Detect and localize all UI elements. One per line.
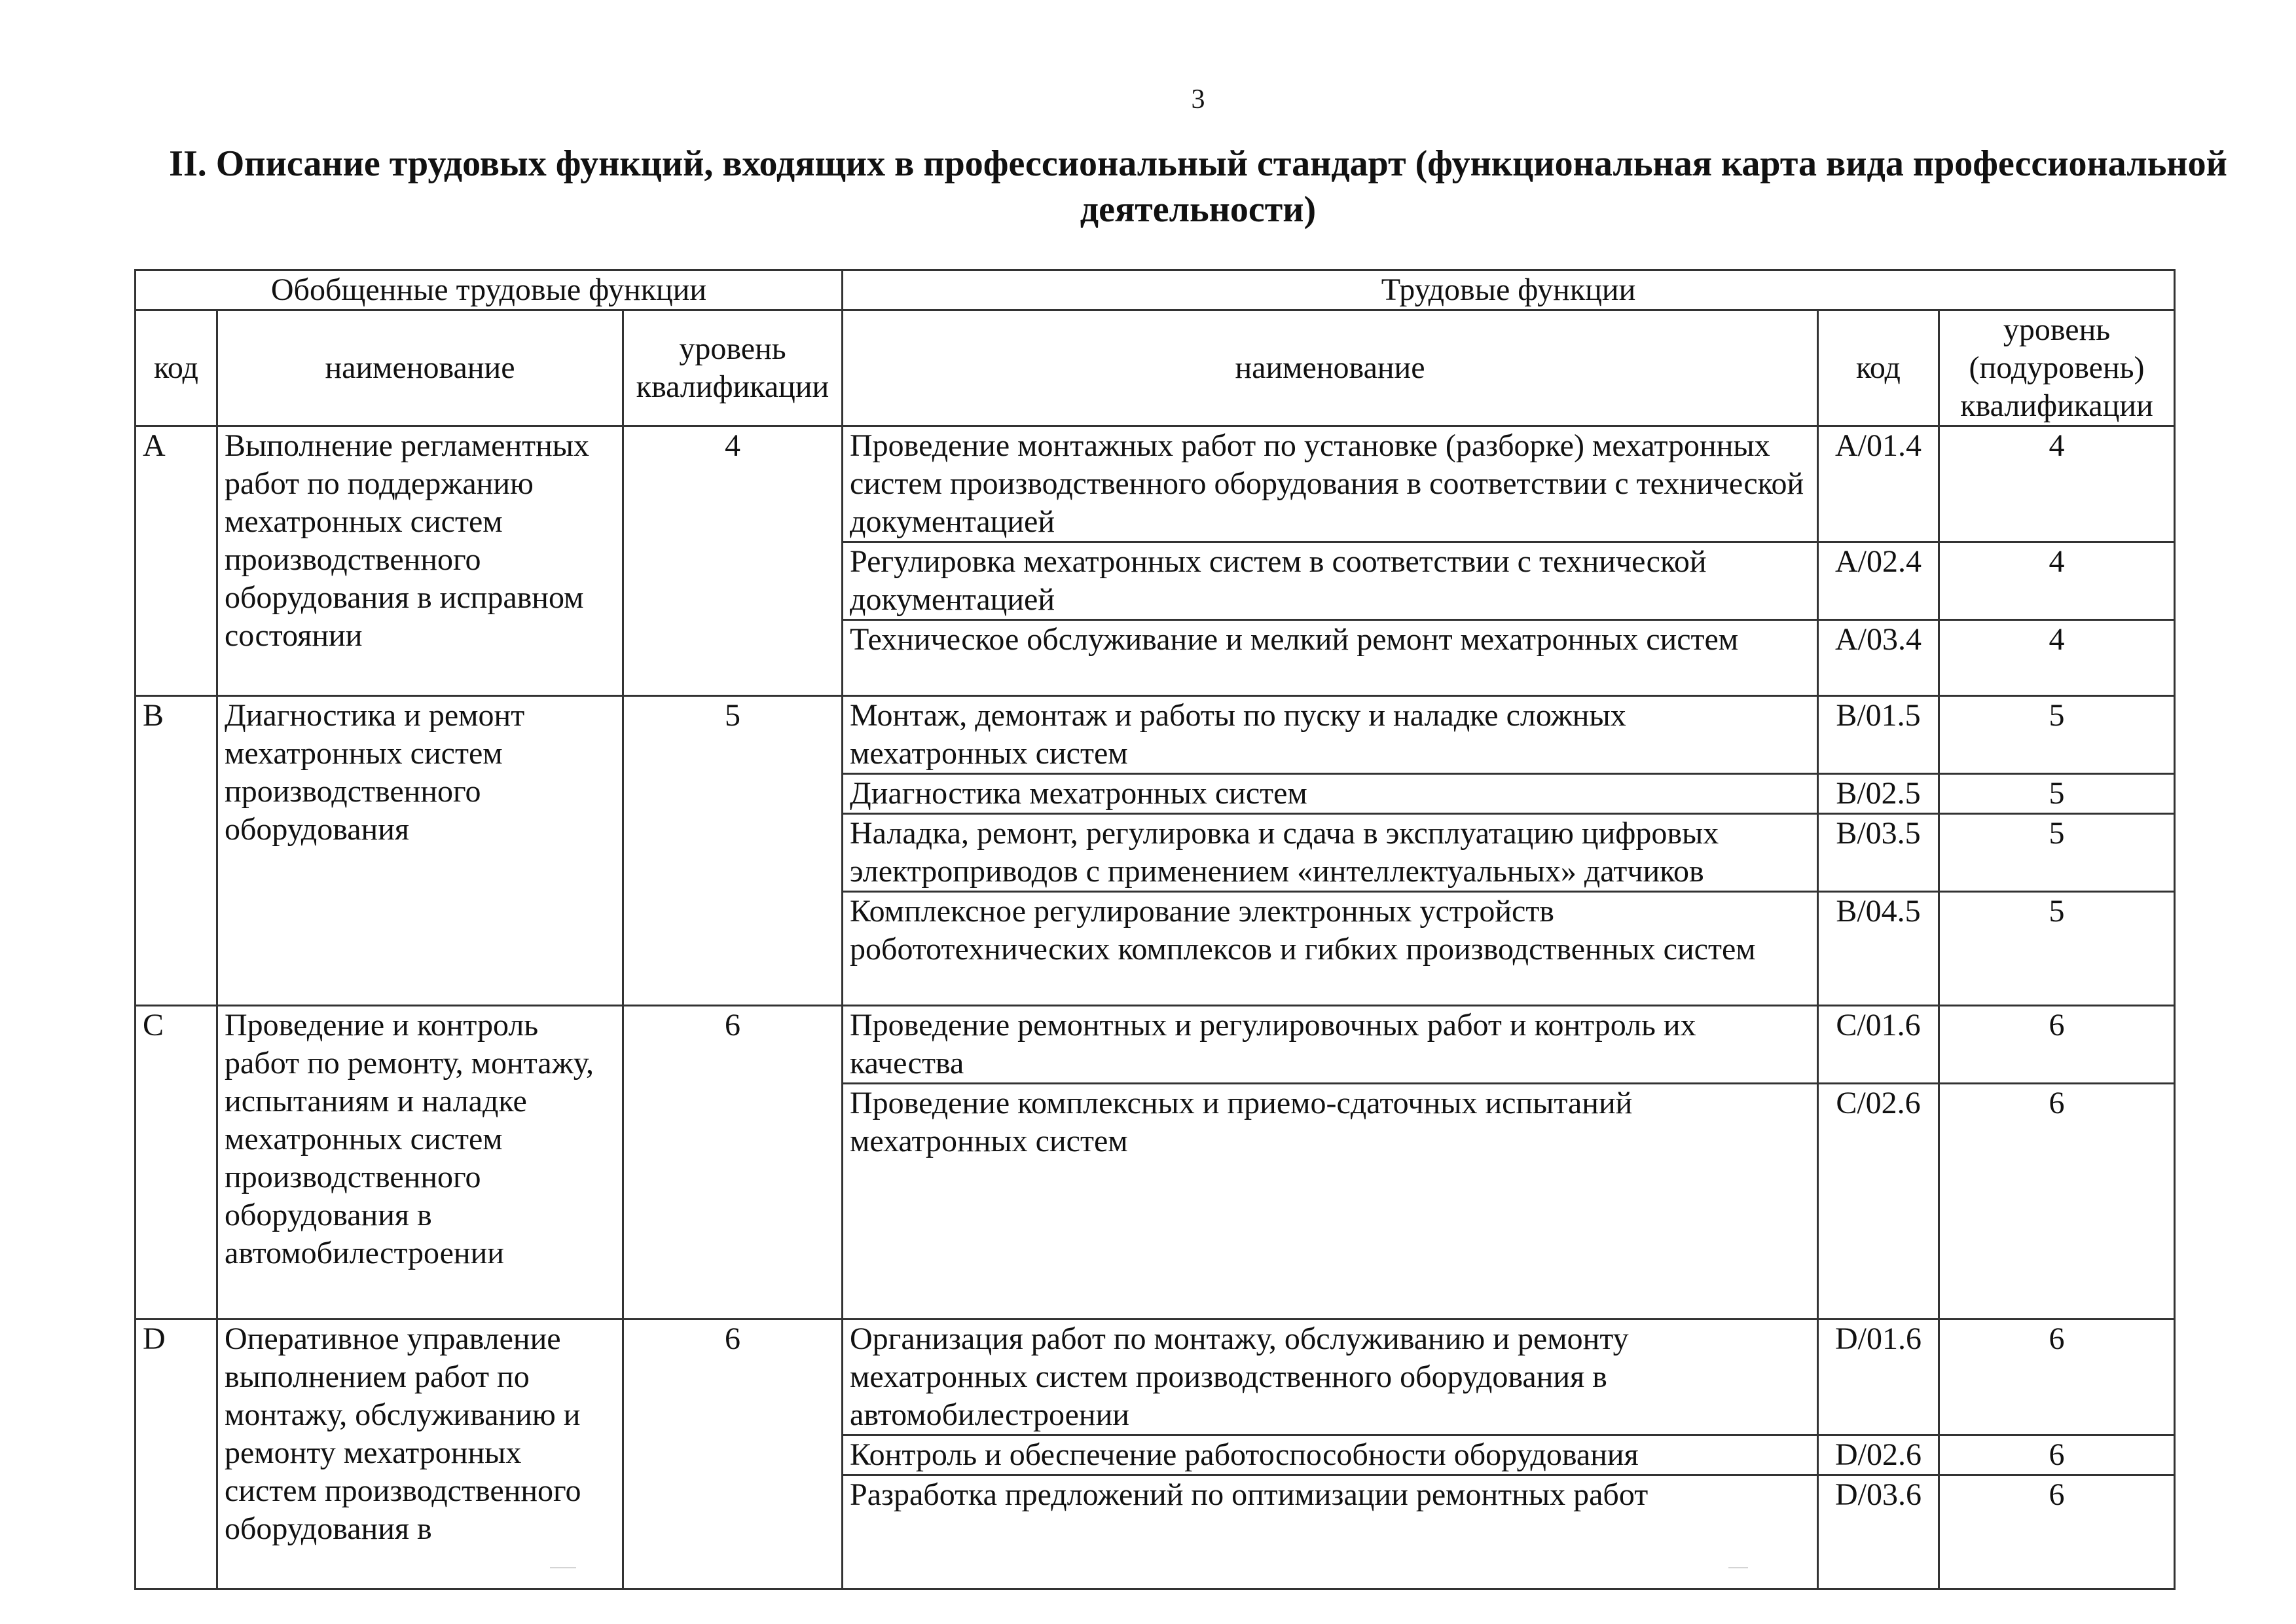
tf-name-cell: Проведение ремонтных и регулировочных работ и контроль их качества xyxy=(843,1006,1818,1084)
tf-code-cell: D/01.6 xyxy=(1818,1320,1939,1435)
tf-code-cell: D/02.6 xyxy=(1818,1435,1939,1475)
tf-level-cell: 6 xyxy=(1939,1475,2175,1589)
gtf-level-cell: 6 xyxy=(623,1320,843,1589)
gtf-code-cell: A xyxy=(136,426,217,696)
labor-functions-header: Трудовые функции xyxy=(843,270,2175,310)
tf-name-header: наименование xyxy=(843,310,1818,426)
tf-name-cell: Контроль и обеспечение работоспособности оборудования xyxy=(843,1435,1818,1475)
tf-level-cell: 6 xyxy=(1939,1006,2175,1084)
scan-artifact-right xyxy=(1728,1567,1748,1568)
gtf-name-cell: Оперативное управление выполнением работ по монтажу, обслуживанию и ремонту мехатронных систем производственного оборудования в xyxy=(217,1320,623,1589)
page-title: II. Описание трудовых функций, входящих в профессиональный стандарт (функциональная карта вида профессиональной деятельности) xyxy=(169,143,2227,230)
gtf-name-cell: Выполнение регламентных работ по поддержанию мехатронных систем производственного оборудования в исправном состоянии xyxy=(217,426,623,696)
tf-code-cell: D/03.6 xyxy=(1818,1475,1939,1589)
tf-level-cell: 4 xyxy=(1939,542,2175,620)
table-row xyxy=(136,696,2175,774)
column-header-row xyxy=(136,310,2175,426)
tf-level-cell: 5 xyxy=(1939,696,2175,774)
tf-name-cell: Комплексное регулирование электронных устройств робототехнических комплексов и гибких производственных систем xyxy=(843,892,1818,1006)
gtf-level-cell: 4 xyxy=(623,426,843,696)
gtf-name-cell: Диагностика и ремонт мехатронных систем производственного оборудования xyxy=(217,696,623,1006)
gtf-code-cell: C xyxy=(136,1006,217,1320)
gtf-level-cell: 5 xyxy=(623,696,843,1006)
tf-code-cell: A/02.4 xyxy=(1818,542,1939,620)
tf-code-cell: B/03.5 xyxy=(1818,814,1939,892)
tf-level-cell: 5 xyxy=(1939,892,2175,1006)
group-header-row xyxy=(136,270,2175,310)
tf-code-cell: B/02.5 xyxy=(1818,774,1939,814)
tf-level-cell: 6 xyxy=(1939,1435,2175,1475)
tf-code-cell: C/02.6 xyxy=(1818,1084,1939,1320)
tf-code-cell: B/01.5 xyxy=(1818,696,1939,774)
gtf-level-cell: 6 xyxy=(623,1006,843,1320)
tf-code-cell: A/01.4 xyxy=(1818,426,1939,542)
tf-name-cell: Техническое обслуживание и мелкий ремонт мехатронных систем xyxy=(843,620,1818,696)
tf-name-cell: Диагностика мехатронных систем xyxy=(843,774,1818,814)
table-body xyxy=(136,426,2175,1589)
page-number: 3 xyxy=(1191,84,1205,115)
tf-name-cell: Проведение комплексных и приемо-сдаточных испытаний мехатронных систем xyxy=(843,1084,1818,1320)
tf-name-cell: Монтаж, демонтаж и работы по пуску и наладке сложных мехатронных систем xyxy=(843,696,1818,774)
tf-level-cell: 6 xyxy=(1939,1320,2175,1435)
gtf-name-header: наименование xyxy=(217,310,623,426)
tf-level-cell: 6 xyxy=(1939,1084,2175,1320)
tf-name-cell: Проведение монтажных работ по установке (разборке) мехатронных систем производственного оборудования в соответствии с технической документацией xyxy=(843,426,1818,542)
gtf-code-cell: D xyxy=(136,1320,217,1589)
table-row xyxy=(136,1006,2175,1084)
gtf-level-header: уровень квалификации xyxy=(623,310,843,426)
generalized-functions-header: Обобщенные трудовые функции xyxy=(136,270,843,310)
gtf-code-header: код xyxy=(136,310,217,426)
tf-level-cell: 5 xyxy=(1939,814,2175,892)
tf-code-cell: B/04.5 xyxy=(1818,892,1939,1006)
tf-code-cell: A/03.4 xyxy=(1818,620,1939,696)
tf-code-header: код xyxy=(1818,310,1939,426)
table-row xyxy=(136,1320,2175,1435)
tf-level-cell: 5 xyxy=(1939,774,2175,814)
tf-code-cell: C/01.6 xyxy=(1818,1006,1939,1084)
table-row xyxy=(136,426,2175,542)
gtf-code-cell: B xyxy=(136,696,217,1006)
functional-map-table xyxy=(134,269,2176,1590)
tf-level-cell: 4 xyxy=(1939,620,2175,696)
tf-name-cell: Регулировка мехатронных систем в соответствии с технической документацией xyxy=(843,542,1818,620)
tf-name-cell: Организация работ по монтажу, обслуживанию и ремонту мехатронных систем производственного оборудования в автомобилестроении xyxy=(843,1320,1818,1435)
gtf-name-cell: Проведение и контроль работ по ремонту, монтажу, испытаниям и наладке мехатронных систем производственного оборудования в автомобилестроении xyxy=(217,1006,623,1320)
tf-level-header: уровень (подуровень) квалификации xyxy=(1939,310,2175,426)
scan-artifact-left xyxy=(550,1567,576,1568)
tf-level-cell: 4 xyxy=(1939,426,2175,542)
tf-name-cell: Наладка, ремонт, регулировка и сдача в эксплуатацию цифровых электроприводов с применением «интеллектуальных» датчиков xyxy=(843,814,1818,892)
tf-name-cell: Разработка предложений по оптимизации ремонтных работ xyxy=(843,1475,1818,1589)
